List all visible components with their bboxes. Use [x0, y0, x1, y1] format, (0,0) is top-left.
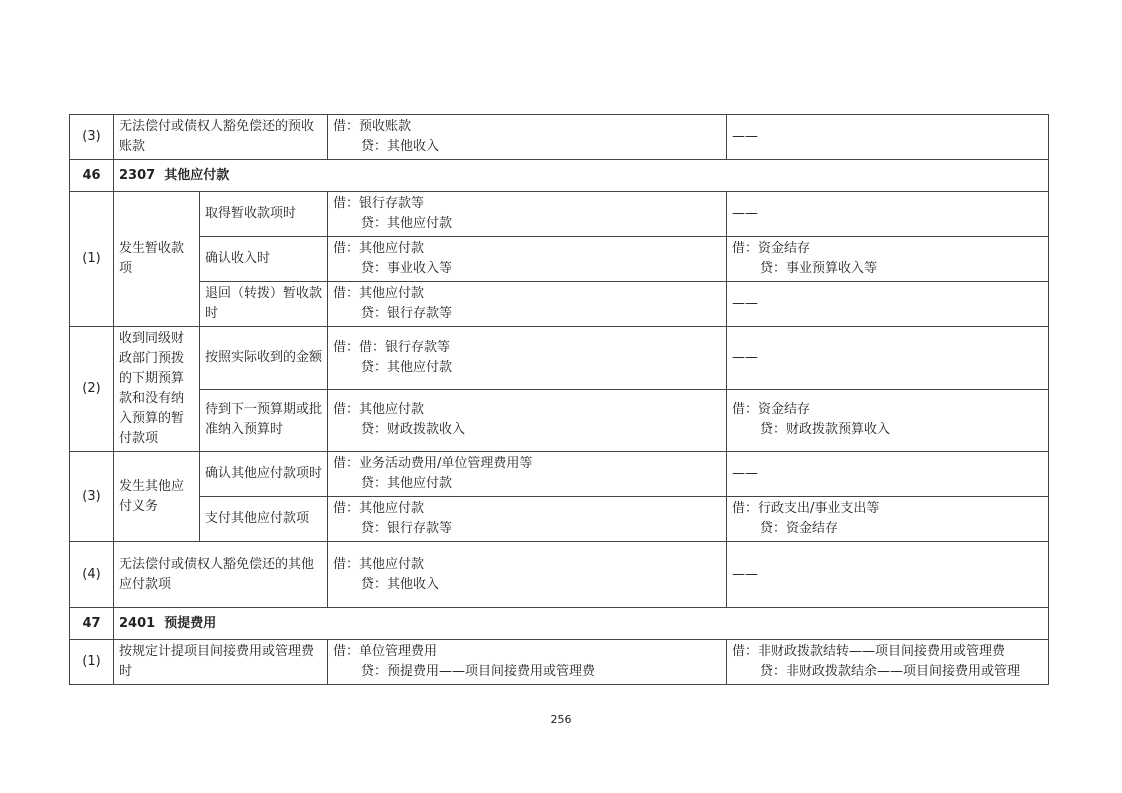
budget-entry — [727, 640, 1049, 685]
table-row — [70, 282, 1049, 327]
group-description: 发生暂收款项 — [114, 192, 200, 327]
budget-entry — [727, 192, 1049, 237]
sub-description: 支付其他应付款项 — [200, 497, 328, 542]
debit-line: 借：单位管理费用 — [333, 644, 438, 659]
credit-line: 贷：预提费用——项目间接费用或管理费 — [361, 664, 596, 679]
table-row — [70, 542, 1049, 608]
empty-entry-dash: —— — [732, 566, 759, 582]
budget-entry — [727, 282, 1049, 327]
table-row — [70, 497, 1049, 542]
debit-line: 借：资金结存 — [732, 402, 811, 418]
credit-line: 贷：其他应付款 — [361, 359, 453, 375]
entry-description: 无法偿付或债权人豁免偿还的其他应付款项 — [114, 542, 328, 608]
sub-description: 确认其他应付款项时 — [200, 452, 328, 497]
credit-line: 贷：财政拨款收入 — [361, 422, 466, 438]
sub-description: 按照实际收到的金额 — [200, 327, 328, 390]
credit-line: 贷：其他收入 — [361, 576, 440, 592]
budget-entry — [727, 452, 1049, 497]
row-number: (2) — [70, 327, 114, 452]
financial-entry — [328, 115, 727, 160]
credit-line: 贷：非财政拨款结余——项目间接费用或管理 — [760, 664, 1021, 679]
sub-description: 待到下一预算期或批准纳入预算时 — [200, 389, 328, 452]
table-row — [70, 192, 1049, 237]
budget-entry — [727, 327, 1049, 390]
section-row — [70, 160, 1049, 192]
entry-description: 按规定计提项目间接费用或管理费时 — [114, 640, 328, 685]
budget-entry — [727, 389, 1049, 452]
credit-line: 贷：事业收入等 — [361, 261, 453, 276]
financial-entry — [328, 237, 727, 282]
section-title — [114, 608, 1049, 640]
financial-entry — [328, 542, 727, 608]
debit-line: 借：借：银行存款等 — [333, 339, 451, 355]
table-row — [70, 115, 1049, 160]
financial-entry — [328, 327, 727, 390]
financial-entry — [328, 192, 727, 237]
row-number: (3) — [70, 452, 114, 542]
entry-description: 无法偿付或债权人豁免偿还的预收账款 — [114, 115, 328, 160]
table-row — [70, 452, 1049, 497]
budget-entry — [727, 237, 1049, 282]
section-number: 46 — [70, 160, 114, 192]
financial-entry — [328, 497, 727, 542]
debit-line: 借：银行存款等 — [333, 196, 425, 211]
debit-line: 借：其他应付款 — [333, 556, 425, 572]
debit-line: 借：预收账款 — [333, 119, 412, 134]
table-row — [70, 640, 1049, 685]
account-code: 2401 — [119, 615, 156, 631]
debit-line: 借：业务活动费用/单位管理费用等 — [333, 456, 533, 471]
financial-entry — [328, 452, 727, 497]
financial-entry — [328, 389, 727, 452]
credit-line: 贷：资金结存 — [760, 521, 839, 536]
row-number: (1) — [70, 640, 114, 685]
empty-entry-dash: —— — [732, 206, 759, 221]
empty-entry-dash: —— — [732, 296, 759, 311]
section-row — [70, 608, 1049, 640]
financial-entry — [328, 282, 727, 327]
credit-line: 贷：银行存款等 — [361, 306, 453, 321]
section-number: 47 — [70, 608, 114, 640]
credit-line: 贷：财政拨款预算收入 — [760, 422, 891, 438]
sub-description: 确认收入时 — [200, 237, 328, 282]
debit-line: 借：资金结存 — [732, 241, 811, 256]
section-title — [114, 160, 1049, 192]
budget-entry — [727, 542, 1049, 608]
empty-entry-dash: —— — [732, 129, 759, 144]
sub-description: 退回（转拨）暂收款时 — [200, 282, 328, 327]
sub-description: 取得暂收款项时 — [200, 192, 328, 237]
credit-line: 贷：事业预算收入等 — [760, 261, 878, 276]
budget-entry — [727, 115, 1049, 160]
table-row — [70, 327, 1049, 390]
account-name: 预提费用 — [164, 615, 217, 631]
row-number: (3) — [70, 115, 114, 160]
group-description: 发生其他应付义务 — [114, 452, 200, 542]
financial-entry — [328, 640, 727, 685]
empty-entry-dash: —— — [732, 349, 759, 365]
debit-line: 借：其他应付款 — [333, 501, 425, 516]
debit-line: 借：非财政拨款结转——项目间接费用或管理费 — [732, 644, 1006, 659]
debit-line: 借：行政支出/事业支出等 — [732, 501, 880, 516]
row-number: (4) — [70, 542, 114, 608]
accounting-table — [69, 114, 1049, 685]
credit-line: 贷：其他应付款 — [361, 476, 453, 491]
row-number: (1) — [70, 192, 114, 327]
debit-line: 借：其他应付款 — [333, 241, 425, 256]
empty-entry-dash: —— — [732, 466, 759, 481]
credit-line: 贷：银行存款等 — [361, 521, 453, 536]
table-row — [70, 389, 1049, 452]
debit-line: 借：其他应付款 — [333, 402, 425, 418]
debit-line: 借：其他应付款 — [333, 286, 425, 301]
budget-entry — [727, 497, 1049, 542]
table-row — [70, 237, 1049, 282]
group-description: 收到同级财政部门预拨的下期预算款和没有纳入预算的暂付款项 — [114, 327, 200, 452]
credit-line: 贷：其他收入 — [361, 139, 440, 154]
page-number: 256 — [550, 713, 572, 726]
account-name: 其他应付款 — [164, 167, 230, 183]
account-code: 2307 — [119, 167, 156, 183]
credit-line: 贷：其他应付款 — [361, 216, 453, 231]
